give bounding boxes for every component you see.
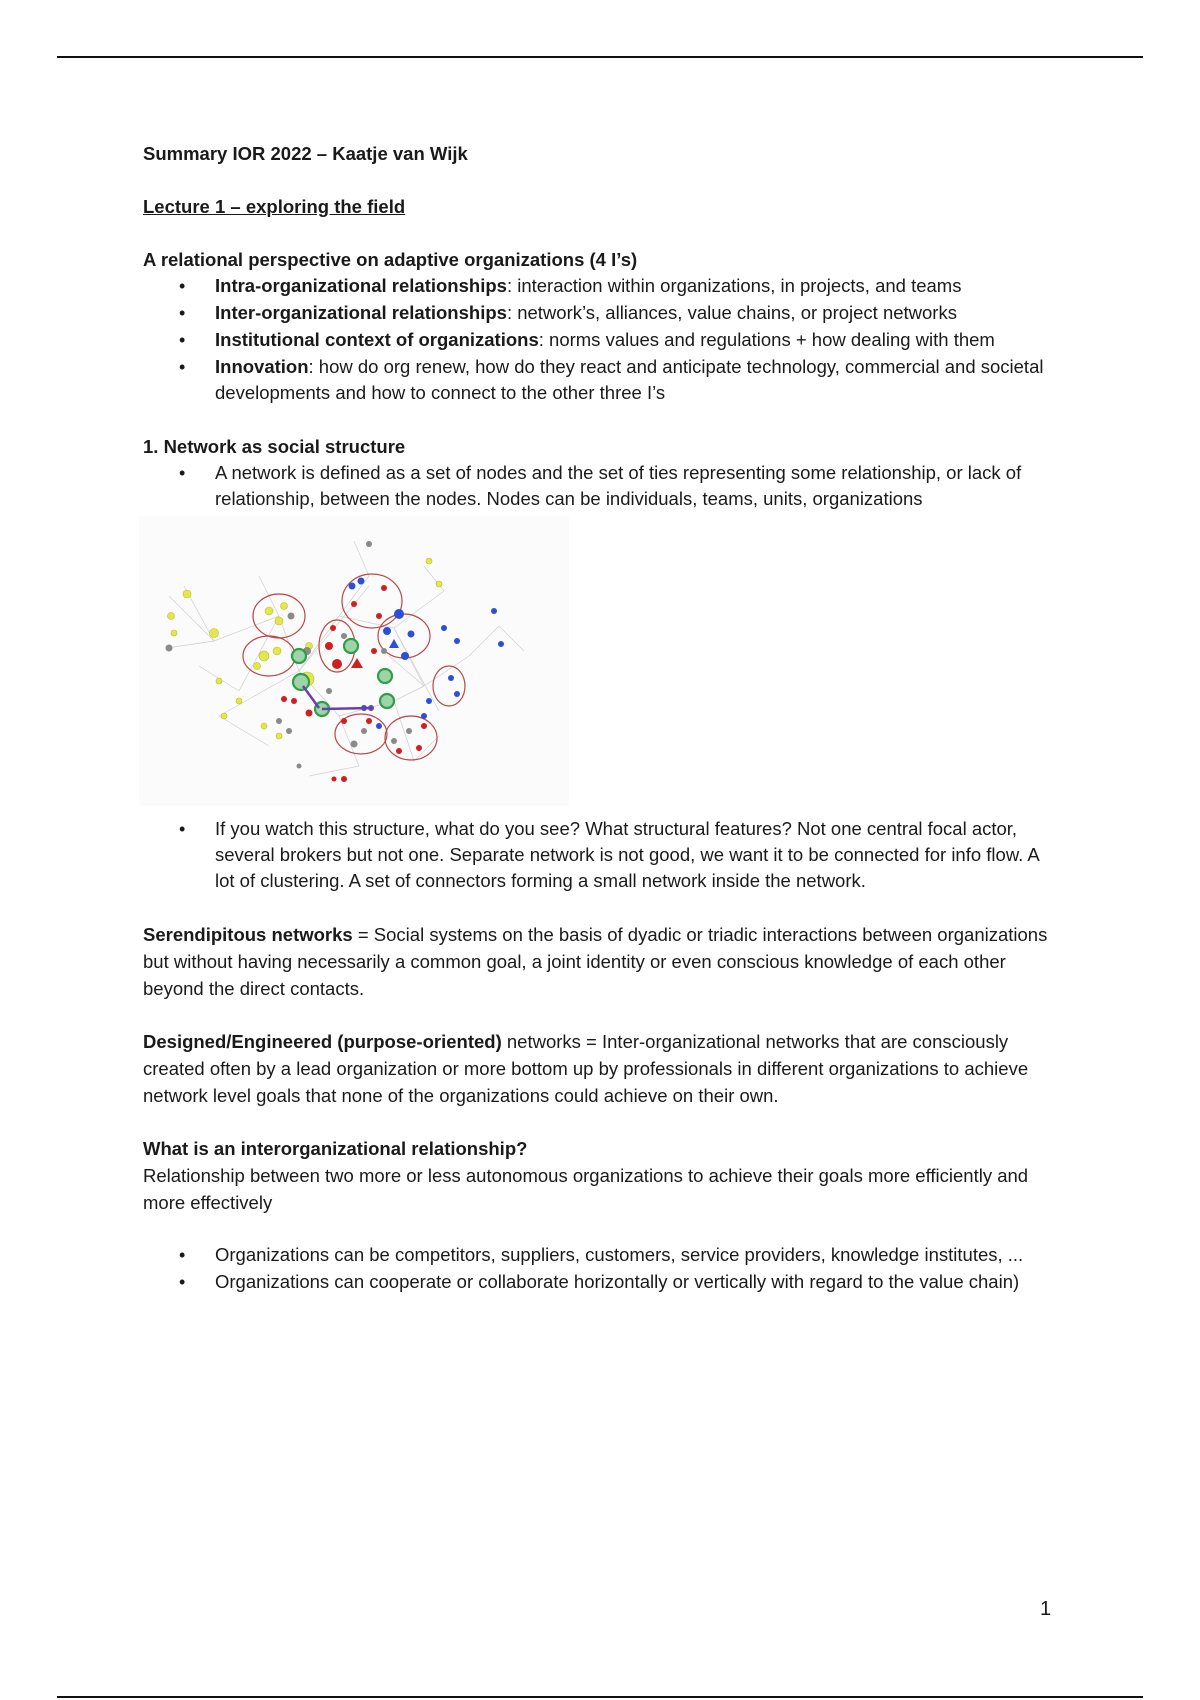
lecture-title: Lecture 1 – exploring the field [143,196,406,217]
network-observation-list [143,816,1063,894]
bottom-rule [57,1696,1143,1698]
item-term: Innovation [215,356,309,377]
section-4is-heading: A relational perspective on adaptive organizations (4 I’s) [143,249,638,270]
item-text: : how do org renew, how do they react and anticipate technology, commercial and societal developments and how to connect to the other three I’s [215,356,1044,403]
item-text: : interaction within organizations, in projects, and teams [506,275,962,296]
serendipitous-term: Serendipitous networks [143,924,353,945]
list-item [143,273,1063,299]
designed-term: Designed/Engineered (purpose-oriented) [143,1031,502,1052]
network-heading: 1. Network as social structure [143,436,406,457]
serendipitous-text: = Social systems on the basis of dyadic or triadic interactions between organizations but without having necessarily a common goal, a joint identity or even conscious knowledge of each other beyond the direct contacts. [143,924,1048,999]
list-item: • If you watch this structure, what do you see? What structural features? Not one central focal actor, several brokers but not one. Separate network is not good, we want it to be connected for info flow. A lot of clustering. A set of connectors forming a small network inside the network. [143,816,1063,894]
item-term: Intra-organizational relationships [215,275,507,296]
item-text: : network’s, alliances, value chains, or project networks [506,302,957,323]
designed-paragraph [143,1028,1063,1109]
item-text: : norms values and regulations + how dealing with them [538,329,995,350]
list-item: • Organizations can cooperate or collaborate horizontally or vertically with regard to the value chain) [143,1269,1063,1295]
serendipitous-paragraph [143,921,1063,1002]
network-definition-list [143,460,1063,512]
document-title: Summary IOR 2022 – Kaatje van Wijk [143,143,468,164]
ior-list [143,1242,1063,1295]
list-item: • A network is defined as a set of nodes and the set of ties representing some relationship, or lack of relationship, between the nodes. Nodes can be individuals, teams, units, organizations [143,460,1063,512]
four-is-list [143,273,1063,406]
ior-heading: What is an interorganizational relationship? [143,1138,528,1159]
item-term: Inter-organizational relationships [215,302,507,323]
list-item [143,300,1063,326]
designed-text: networks = Inter-organizational networks that are consciously created often by a lead organization or more bottom up by professionals in different organizations to achieve network level goals that none of the organizations could achieve on their own. [143,1031,1029,1106]
page-content [143,140,1063,1296]
page-number: 1 [1040,1598,1052,1620]
ior-definition: Relationship between two more or less autonomous organizations to achieve their goals more efficiently and more effectively [143,1165,1029,1213]
list-item [143,327,1063,353]
item-term: Institutional context of organizations [215,329,539,350]
list-item: • Organizations can be competitors, suppliers, customers, service providers, knowledge institutes, ... [143,1242,1063,1268]
network-diagram-image [139,516,569,806]
list-item [143,354,1063,406]
top-rule [57,56,1143,58]
